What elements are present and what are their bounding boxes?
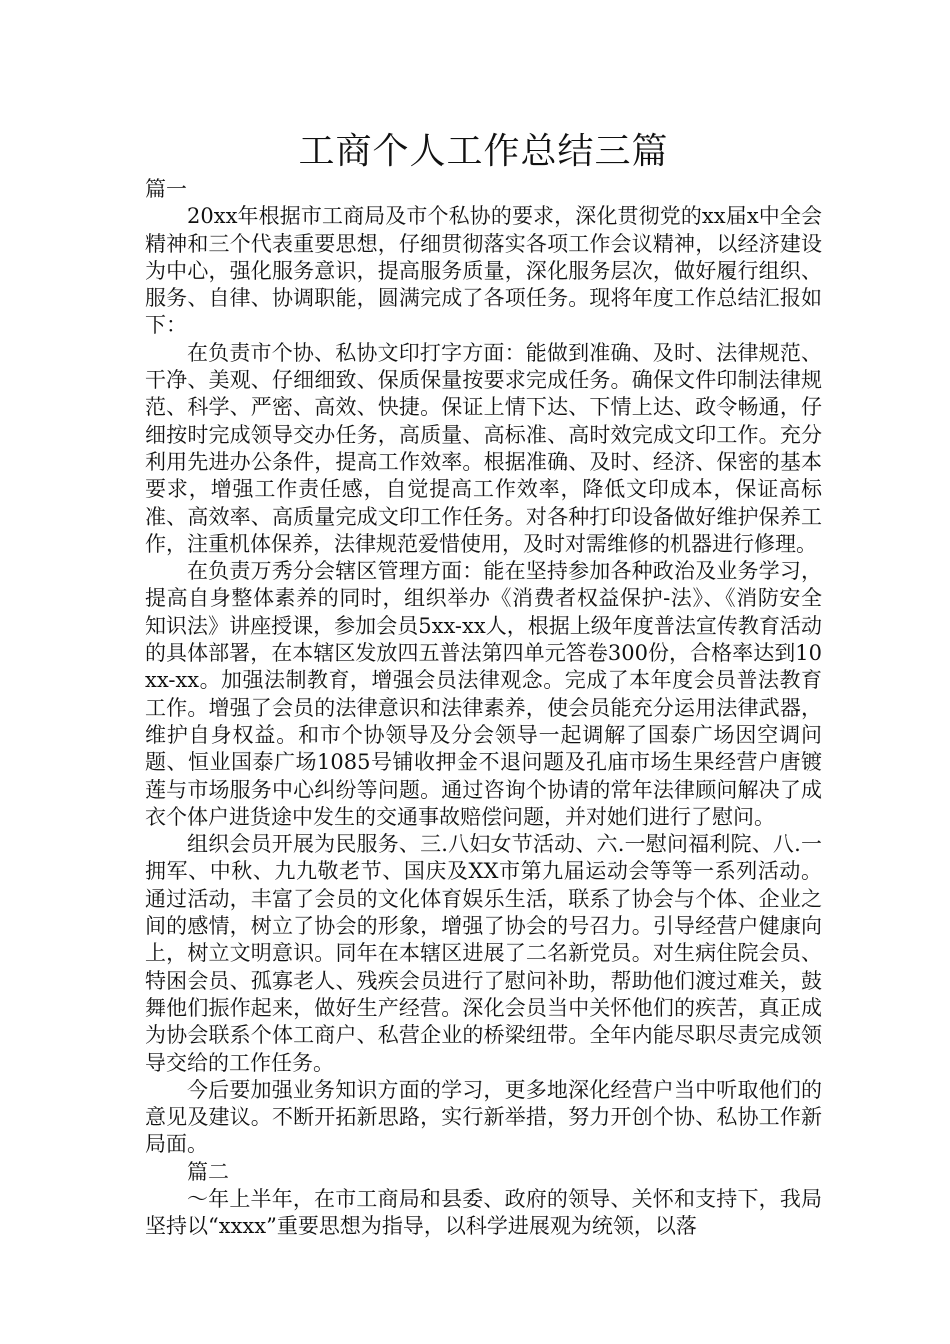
document-title: 工商个人工作总结三篇 <box>298 131 669 172</box>
paragraph: 在负责万秀分会辖区管理方面：能在坚持参加各种政治及业务学习，提高自身整体素养的同时，组织举办《消费者权益保护-法》、《消防安全知识法》讲座授课，参加会员5xx-xx人，根据上级年度普法宣传教育活动的具体部署，在本辖区发放四五普法第四单元答卷300份，合格率达到10xx-xx。加强法制教育，增强会员法律观念。完成了本年度会员普法教育工作。增强了会员的法律意识和法律素养，使会员能充分运用法律武器，维护自身权益。和市个协领导及分会领导一起调解了国泰广场因空调问题、恒业国泰广场1085号铺收押金不退问题及孔庙市场生果经营户唐镀莲与市场服务中心纠纷等问题。通过咨询个协请的常年法律顾问解决了成衣个体户进货途中发生的交通事故赔偿问题，并对她们进行了慰问。 <box>145 559 822 829</box>
section-heading-2: 篇二 <box>187 1159 229 1184</box>
section-heading-1: 篇一 <box>145 177 187 201</box>
document-body <box>145 176 822 1241</box>
paragraph: 组织会员开展为民服务、三.八妇女节活动、六.一慰问福利院、八.一拥军、中秋、九九敬老节、国庆及XX市第九届运动会等等一系列活动。通过活动，丰富了会员的文化体育娱乐生活，联系了协会与个体、企业之间的感情，树立了协会的形象，增强了协会的号召力。引导经营户健康向上，树立文明意识。同年在本辖区进展了二名新党员。对生病住院会员、特困会员、孤寡老人、残疾会员进行了慰问补助，帮助他们渡过难关，鼓舞他们振作起来，做好生产经营。深化会员当中关怀他们的疾苦，真正成为协会联系个体工商户、私营企业的桥梁纽带。全年内能尽职尽责完成领导交给的工作任务。 <box>145 832 822 1075</box>
paragraph: ～年上半年，在市工商局和县委、政府的领导、关怀和支持下，我局坚持以“xxxx”重要思想为指导，以科学进展观为统领，以落 <box>145 1186 822 1239</box>
paragraph: 今后要加强业务知识方面的学习，更多地深化经营户当中听取他们的意见及建议。不断开拓新思路，实行新举措，努力开创个协、私协工作新局面。 <box>145 1077 822 1157</box>
paragraph: 在负责市个协、私协文印打字方面：能做到准确、及时、法律规范、干净、美观、仔细细致、保质保量按要求完成任务。确保文件印制法律规范、科学、严密、高效、快捷。保证上情下达、下情上达、政令畅通，仔细按时完成领导交办任务，高质量、高标准、高时效完成文印工作。充分利用先进办公条件，提高工作效率。根据准确、及时、经济、保密的基本要求，增强工作责任感，自觉提高工作效率，降低文印成本，保证高标准、高效率、高质量完成文印工作任务。对各种打印设备做好维护保养工作，注重机体保养，法律规范爱惜使用，及时对需维修的机器进行修理。 <box>145 340 822 556</box>
paragraph: 20xx年根据市工商局及市个私协的要求，深化贯彻党的xx届x中全会精神和三个代表重要思想，仔细贯彻落实各项工作会议精神，以经济建设为中心，强化服务意识，提高服务质量，深化服务层次，做好履行组织、服务、自律、协调职能，圆满完成了各项任务。现将年度工作总结汇报如下： <box>145 204 822 338</box>
